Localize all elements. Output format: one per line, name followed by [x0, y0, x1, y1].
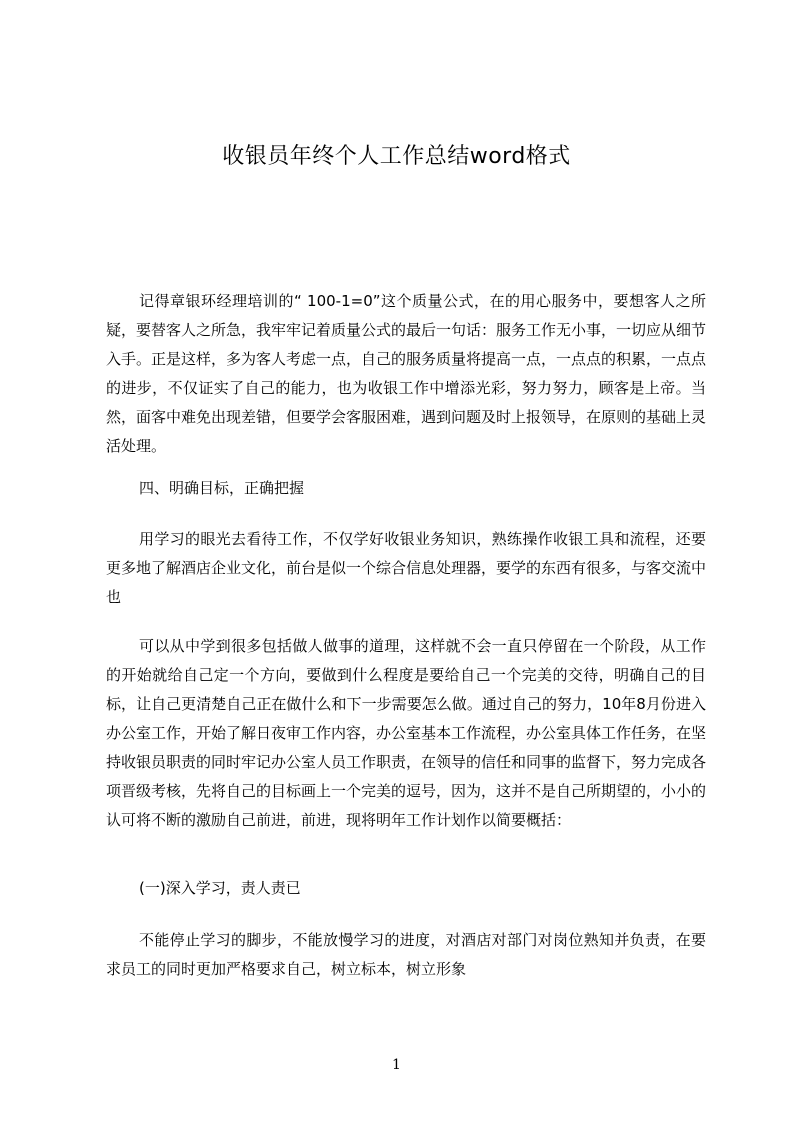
- page-number: 1: [392, 1057, 401, 1073]
- document-title: 收银员年终个人工作总结word格式: [222, 144, 571, 169]
- subsection-heading-study: (一)深入学习，责人责已: [139, 879, 301, 897]
- section-heading-goals: 四、明确目标，正确把握: [139, 479, 305, 497]
- paragraph-self-discipline: 不能停止学习的脚步，不能放慢学习的进度，对酒店对部门对岗位熟知并负责，在要求员工的同时更加严格要求自己，树立标本，树立形象: [106, 931, 706, 978]
- paragraph-quality-formula: 记得章银环经理培训的“ 100-1=0”这个质量公式，在的用心服务中，要想客人之所疑，要替客人之所急，我牢牢记着质量公式的最后一句话：服务工作无小事，一切应从细节入手。正是这样，多为客人考虑一点，自己的服务质量将提高一点，一点点的积累，一点点的进步，不仅证实了自己的能力，也为收银工作中增添光彩，努力努力，顾客是上帝。当然，面客中难免出现差错，但要学会客服困难，遇到问题及时上报领导，在原则的基础上灵活处理。: [106, 292, 707, 455]
- paragraph-progress: 可以从中学到很多包括做人做事的道理，这样就不会一直只停留在一个阶段，从工作的开始就给自己定一个方向，要做到什么程度是要给自己一个完美的交待，明确自己的目标，让自己更清楚自己正在做什么和下一步需要怎么做。通过自己的努力，10年8月份进入办公室工作，开始了解日夜审工作内容，办公室基本工作流程，办公室具体工作任务，在坚持收银员职责的同时牢记办公室人员工作职责，在领导的信任和同事的监督下，努力完成各项晋级考核，先将自己的目标画上一个完美的逗号，因为，这并不是自己所期望的，小小的认可将不断的激励自己前进，前进，现将明年工作计划作以简要概括：: [106, 637, 707, 829]
- paragraph-learning: 用学习的眼光去看待工作，不仅学好收银业务知识，熟练操作收银工具和流程，还要更多地了解酒店企业文化，前台是似一个综合信息处理器，要学的东西有很多，与客交流中也: [106, 530, 707, 606]
